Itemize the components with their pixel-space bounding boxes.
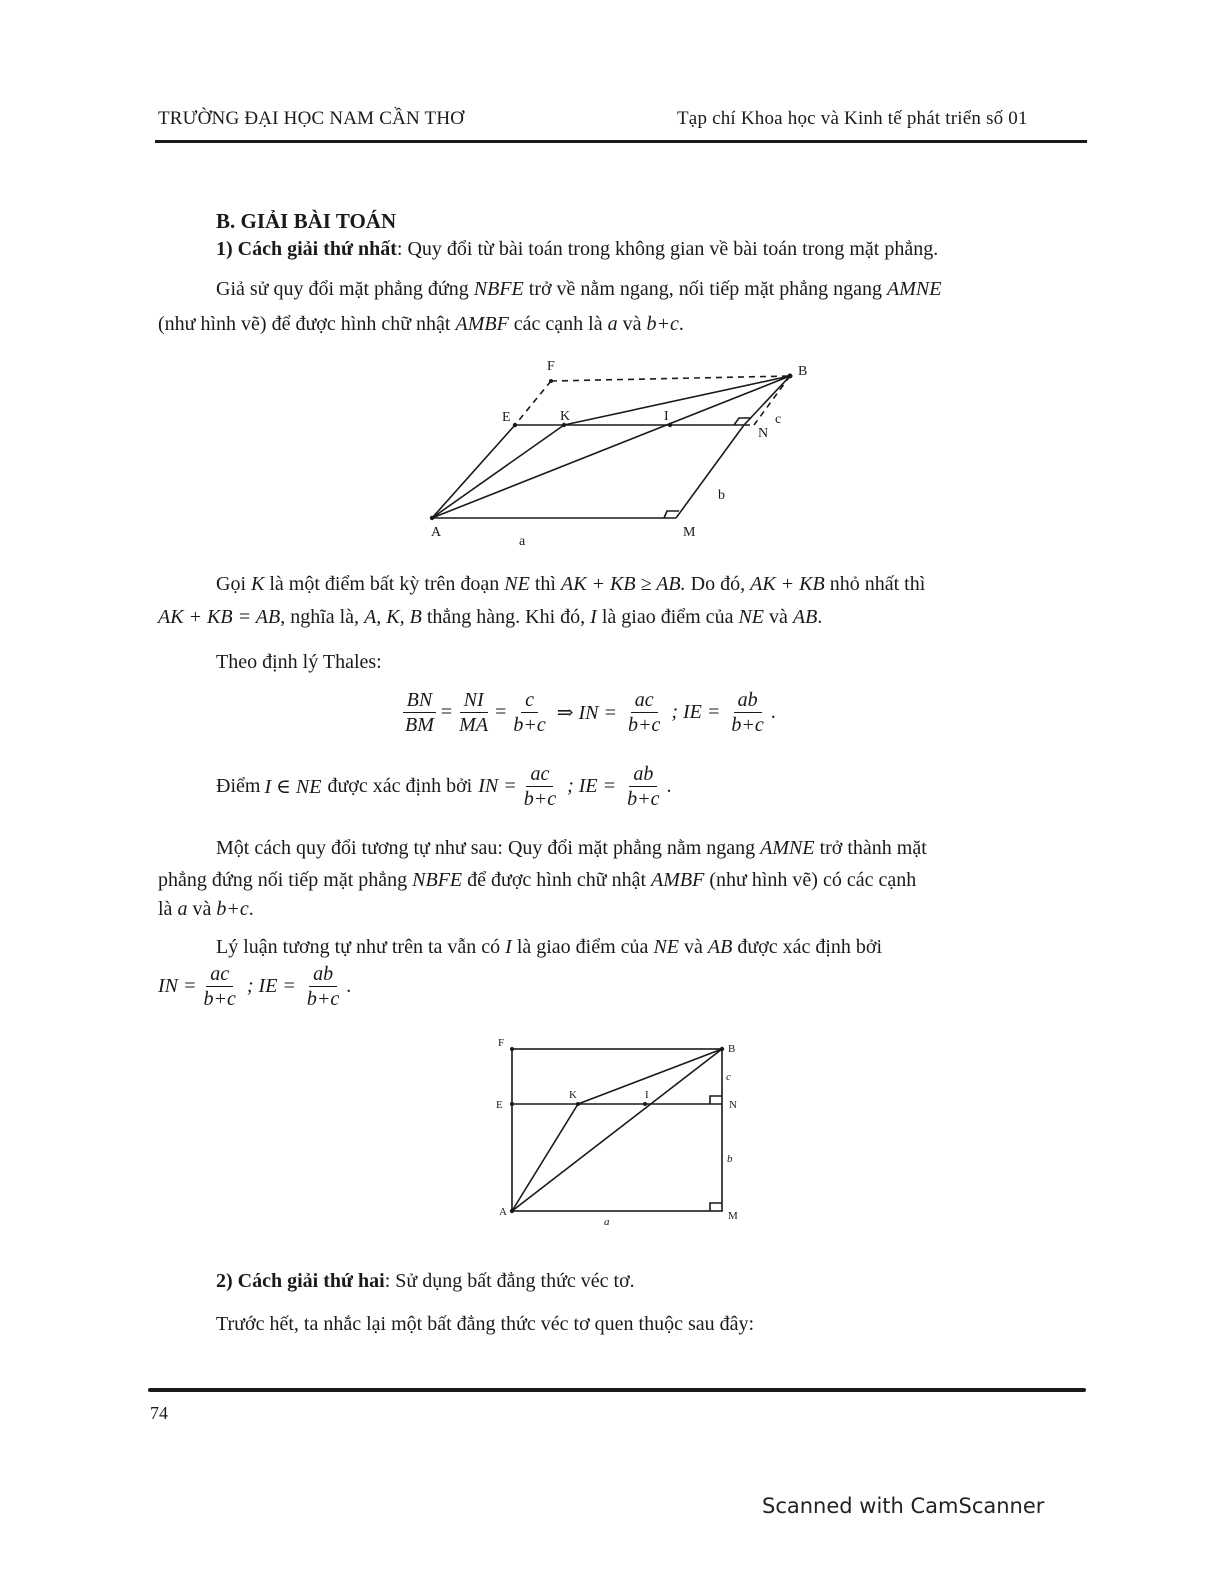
page-number: 74: [150, 1403, 168, 1423]
para3-math: AMBF: [651, 869, 705, 891]
fraction: [200, 962, 240, 1011]
fraction: [624, 688, 664, 737]
para4-text: và: [679, 936, 708, 958]
separator-ie: ; IE =: [671, 701, 721, 723]
math: I ∈ NE: [264, 776, 322, 798]
para2-math: NE: [738, 606, 765, 628]
para2-text: và: [764, 606, 793, 628]
method2-label: 2) Cách giải thứ hai: [216, 1270, 385, 1292]
method1-label: 1) Cách giải thứ nhất: [216, 238, 397, 260]
footer-rule: [148, 1388, 1086, 1392]
numerator: ab: [734, 688, 762, 713]
fig2-label-a: A: [499, 1206, 507, 1218]
para1-text: Giả sử quy đổi mặt phẳng đứng: [216, 278, 474, 300]
denominator: BM: [405, 714, 434, 736]
para4-equation: [158, 962, 351, 1011]
denominator: b+c: [627, 714, 661, 736]
denominator: b+c: [731, 714, 764, 736]
fig2-right-angle-m: [710, 1203, 722, 1211]
fig1-edge-mn: [676, 425, 744, 518]
fig2-right-angle-n: [710, 1096, 722, 1104]
para2-math: AK + KB ≥ AB.: [560, 573, 686, 595]
fraction: [727, 688, 767, 737]
para4-text: được xác định bởi: [732, 936, 883, 958]
numerator: ac: [206, 962, 233, 987]
fig1-label-m: M: [683, 525, 696, 540]
fig1-label-n: N: [758, 426, 769, 441]
fig2-label-e: E: [496, 1099, 503, 1111]
fig1-label-f: F: [547, 359, 555, 374]
numerator: ab: [629, 762, 657, 787]
para1-ambf: AMBF: [455, 313, 509, 335]
numerator: ab: [309, 962, 337, 987]
para3-math: a: [177, 898, 188, 920]
para3-line1: [216, 835, 927, 861]
fig1-label-c: c: [775, 412, 782, 427]
para2-math: AK + KB = AB: [158, 606, 281, 628]
math: IN =: [158, 975, 197, 997]
para2-text: là một điểm bất kỳ trên đoạn: [264, 573, 505, 595]
fig1-line-kb: [564, 376, 790, 425]
math: IN =: [478, 775, 517, 797]
fig1-edge-fb-dashed: [551, 376, 790, 381]
thales-label: Theo định lý Thales:: [216, 651, 382, 673]
fraction: [509, 688, 549, 737]
para2-text: .: [817, 606, 823, 628]
para5: Trước hết, ta nhắc lại một bất đẳng thức véc tơ quen thuộc sau đây:: [216, 1313, 755, 1335]
para1-bc: b+c: [646, 313, 679, 335]
period: .: [346, 975, 352, 997]
fig1-label-b-side: b: [718, 488, 725, 503]
fig2-label-c: c: [726, 1071, 731, 1083]
para3-text: trở thành mặt: [814, 837, 927, 859]
para4-text: là giao điểm của: [511, 936, 654, 958]
para4-math: NE: [653, 936, 679, 958]
para3-math: AMNE: [760, 837, 815, 859]
para4-math: I: [505, 936, 512, 958]
para1-text: (như hình vẽ) để được hình chữ nhật: [158, 313, 456, 335]
fig2-label-f: F: [498, 1037, 505, 1049]
fraction: [401, 688, 438, 737]
para2-line2: [158, 604, 822, 630]
para1-nbfe: NBFE: [473, 278, 524, 300]
fraction: [520, 762, 560, 811]
fig1-label-b: B: [798, 364, 808, 379]
method1-text: : Quy đổi từ bài toán trong không gian về bài toán trong mặt phẳng.: [396, 238, 939, 260]
fig1-label-a-side: a: [519, 534, 526, 549]
fig1-label-a: A: [431, 525, 442, 540]
denominator: MA: [459, 714, 489, 736]
fig1-line-ak: [432, 425, 564, 518]
numerator: BN: [403, 688, 437, 713]
para1-text: trở về nằm ngang, nối tiếp mặt phẳng ngang: [523, 278, 888, 300]
fig1-label-k: K: [560, 409, 571, 424]
numerator: ac: [631, 688, 658, 713]
para1-amne: AMNE: [887, 278, 942, 300]
para2-text: là giao điểm của: [596, 606, 739, 628]
para4-text: Lý luận tương tự như trên ta vẫn có: [216, 936, 506, 958]
para3-math: NBFE: [412, 869, 463, 891]
denominator: b+c: [627, 788, 660, 810]
implies-in: ⇒ IN =: [556, 702, 617, 724]
fig2-line-kb: [578, 1049, 722, 1104]
fig2-line-ak: [512, 1104, 578, 1211]
numerator: c: [521, 688, 538, 713]
text: Điểm: [216, 775, 261, 797]
fig2-label-i: I: [645, 1089, 649, 1101]
method2-line: [216, 1268, 635, 1294]
para2-text: thẳng hàng. Khi đó,: [421, 606, 591, 628]
fraction: [623, 762, 663, 811]
fig1-label-e: E: [502, 410, 511, 425]
para2-text: Gọi: [216, 573, 251, 595]
para2-text: nhỏ nhất thì: [824, 573, 926, 595]
para2-text: , nghĩa là,: [280, 606, 365, 628]
para3-text: và: [187, 898, 217, 920]
section-title: B. GIẢI BÀI TOÁN: [216, 209, 397, 233]
fig1-edge-fe-dashed: [515, 381, 551, 425]
fraction: [303, 962, 343, 1011]
fig1-label-i: I: [664, 409, 669, 424]
para1-text: và: [617, 313, 647, 335]
fig2-label-b-side: b: [727, 1153, 733, 1165]
math: ; IE =: [246, 975, 296, 997]
figure-2: [512, 1049, 722, 1211]
fig1-line-ab: [432, 376, 790, 518]
para3-line3: [158, 896, 254, 922]
denominator: b+c: [513, 714, 546, 736]
para2-math: AB: [792, 606, 818, 628]
para1-text: các cạnh là: [508, 313, 608, 335]
para3-text: Một cách quy đổi tương tự như sau: Quy đổi mặt phẳng nằm ngang: [216, 837, 761, 859]
para2-math: I: [590, 606, 597, 628]
para3-math: b+c: [216, 898, 249, 920]
header-right: Tạp chí Khoa học và Kinh tế phát triển số 01: [677, 108, 1028, 129]
para3-text: phẳng đứng nối tiếp mặt phẳng: [158, 869, 413, 891]
fig1-edge-ae: [432, 425, 515, 518]
fig2-line-ab: [512, 1049, 722, 1211]
para1-a: a: [607, 313, 618, 335]
para2-text: thì: [529, 573, 561, 595]
para3-line2: [158, 867, 916, 893]
period: .: [770, 701, 776, 723]
math: ; IE =: [567, 775, 617, 797]
method2-text: : Sử dụng bất đẳng thức véc tơ.: [384, 1270, 635, 1292]
para2-math: K: [251, 573, 265, 595]
denominator: b+c: [203, 988, 236, 1010]
para3-text: (như hình vẽ) có các cạnh: [704, 869, 917, 891]
point-definition: [216, 762, 672, 811]
fig2-label-a-side: a: [604, 1216, 610, 1228]
fig2-label-n: N: [729, 1099, 737, 1111]
fig2-label-b: B: [728, 1043, 736, 1055]
text: được xác định bởi: [327, 775, 473, 797]
para2-text: Do đó,: [685, 573, 751, 595]
fig2-label-m: M: [728, 1210, 738, 1222]
numerator: NI: [460, 688, 488, 713]
period: .: [666, 775, 672, 797]
header-left: TRƯỜNG ĐẠI HỌC NAM CẦN THƠ: [158, 108, 465, 129]
denominator: b+c: [523, 788, 557, 810]
para4-math: AB: [707, 936, 733, 958]
fig1-right-angle-n: [734, 418, 751, 425]
para3-text: là: [158, 898, 178, 920]
para2-line1: [216, 571, 925, 597]
fraction: [455, 688, 492, 737]
scanner-note: Scanned with CamScanner: [762, 1494, 1045, 1518]
para1-text: .: [678, 313, 684, 335]
para4-line1: [216, 934, 882, 960]
para2-math: AK + KB: [750, 573, 825, 595]
denominator: b+c: [306, 988, 340, 1010]
fig2-label-k: K: [569, 1089, 577, 1101]
thales-equation: $\frac{BN}{BM}$ = $\frac{NI}{MA}$ = $\frac{c}{b+c}$ ⇒ IN = $\frac{ac}{b+c}$ ; IE = $\frac{ab}{b+c}$ .: [398, 688, 776, 737]
para2-math: NE: [504, 573, 530, 595]
para3-text: để được hình chữ nhật: [462, 869, 652, 891]
para2-math: A, K, B: [364, 606, 422, 628]
para3-text: .: [248, 898, 254, 920]
numerator: ac: [526, 762, 553, 787]
